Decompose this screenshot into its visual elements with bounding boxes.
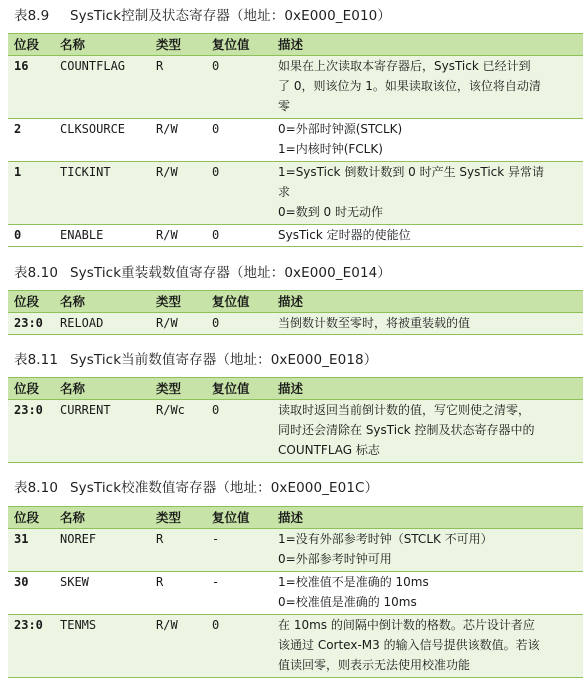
column-header-desc: 描述 (272, 34, 583, 56)
table-header-row: 位段 名称 类型 复位值 描述 (8, 291, 583, 313)
column-header-type: 类型 (150, 34, 206, 56)
table-row: 2 CLKSOURCE R/W 0 0=外部时钟源(STCLK) 1=内核时钟(FCLK) (8, 119, 583, 162)
table-row: 16 COUNTFLAG R 0 如果在上次读取本寄存器后，SysTick 已经计到 了 0，则该位为 1。如果读取该位，该位将自动清 零 (8, 56, 583, 119)
register-table-systick-reload (8, 290, 583, 335)
table-caption: 表8.10 SysTick校准数值寄存器（地址：0xE000_E01C） (14, 480, 379, 496)
table-header-row (8, 34, 583, 56)
column-header-name: 名称 (54, 34, 150, 56)
table-row: 23:0 RELOAD R/W 0 当倒数计数至零时，将被重装载的值 (8, 313, 583, 335)
table-caption: 表8.10 SysTick重装载数值寄存器（地址：0xE000_E014） (14, 265, 391, 281)
table-caption: 表8.11 SysTick当前数值寄存器（地址：0xE000_E018） (14, 352, 378, 368)
register-table-systick-ctrl (8, 33, 583, 247)
table-row: 23:0 CURRENT R/Wc 0 读取时返回当前倒计数的值，写它则使之清零， 同时还会清除在 SysTick 控制及状态寄存器中的 COUNTFLAG 标志 (8, 400, 583, 463)
table-header-row: 位段 名称 类型 复位值 描述 (8, 507, 583, 529)
table-row: 1 TICKINT R/W 0 1=SysTick 倒数计数到 0 时产生 SysTick 异常请 求 0=数到 0 时无动作 (8, 162, 583, 225)
column-header-reset: 复位值 (206, 34, 272, 56)
table-row: 31 NOREF R - 1=没有外部参考时钟（STCLK 不可用） 0=外部参考时钟可用 (8, 529, 583, 572)
register-table-systick-calib (8, 506, 583, 678)
table-caption: 表8.9 SysTick控制及状态寄存器（地址：0xE000_E010） (14, 8, 391, 24)
table-row: 0 ENABLE R/W 0 SysTick 定时器的使能位 (8, 225, 583, 247)
table-header-row: 位段 名称 类型 复位值 描述 (8, 378, 583, 400)
column-header-bits: 位段 (8, 34, 54, 56)
table-row: 30 SKEW R - 1=校准值不是准确的 10ms 0=校准值是准确的 10ms (8, 572, 583, 615)
table-row: 23:0 TENMS R/W 0 在 10ms 的间隔中倒计数的格数。芯片设计者应 该通过 Cortex-M3 的输入信号提供该数值。若该 值读回零，则表示无法使用校准功能 (8, 615, 583, 678)
register-table-systick-current (8, 377, 583, 463)
